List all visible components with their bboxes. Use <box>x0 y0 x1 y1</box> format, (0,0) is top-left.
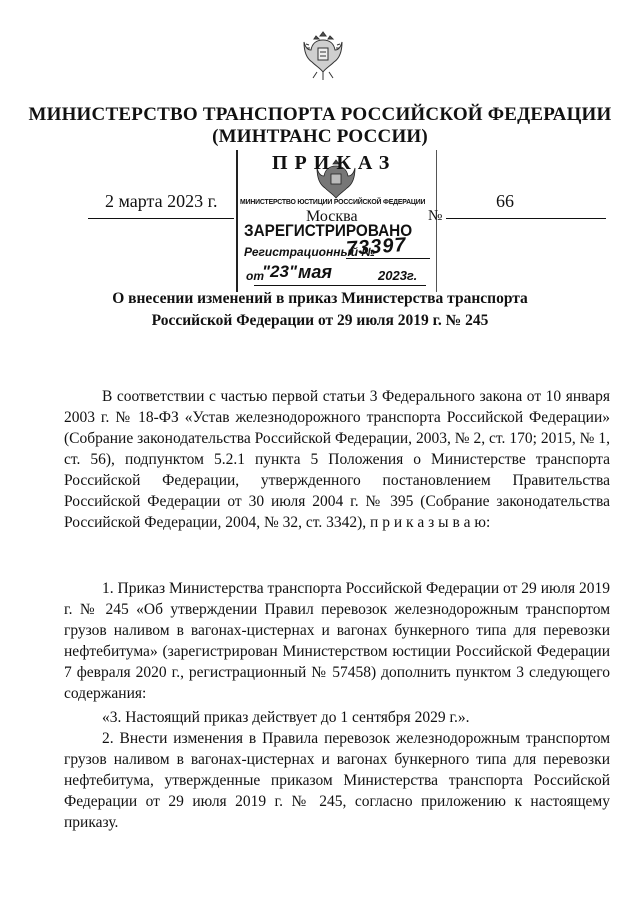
number-underline <box>446 218 606 219</box>
clause-1-quote-paragraph <box>64 707 610 728</box>
stamp-reg-number-label: Регистрационный № <box>244 245 376 259</box>
order-subject-line1: О внесении изменений в приказ Министерства транспорта <box>112 290 528 307</box>
stamp-month: мая <box>298 262 332 282</box>
preamble-text: В соответствии с частью первой статьи 3 Федерального закона от 10 января 2003 г. № 18-ФЗ «Устав железнодорожного транспорта Российской Федерации» (Собрание законодательства Российской Федерации, 2003, № 2, ст. 170; 2015, № 1, ст. 56), подпунктом 5.2.1 пункта 5 Положения о Министерстве транспорта Российской Федерации, утвержденного постановлением Правительства Российской Федерации от 30 июля 2004 г. № 395 (Собрание законодательства Российской Федерации, 2004, № 32, ст. 3342), п р и к а з ы в а ю: <box>64 388 610 531</box>
clause-2-text: 2. Внести изменения в Правила перевозок железнодорожным транспортом грузов наливом в вагонах-цистернах и вагонах бункерного типа для перевозки нефтебитума, утвержденные приказом Министерства транспорта Российской Федерации от 29 июля 2019 г. № 245, согласно приложению к настоящему приказу. <box>64 730 610 831</box>
clause-1-quote-text: «3. Настоящий приказ действует до 1 сентября 2029 г.». <box>102 709 470 726</box>
russian-coat-of-arms-icon <box>302 28 344 84</box>
order-subject-line2: Российской Федерации от 29 июля 2019 г. № 245 <box>151 312 489 329</box>
preamble-paragraph <box>64 386 610 533</box>
clause-1-paragraph <box>64 578 610 704</box>
stamp-reg-number: 73397 <box>345 233 408 261</box>
stamp-date-underline <box>254 285 426 286</box>
order-title: ПРИКАЗ <box>272 152 397 174</box>
order-subject <box>0 288 640 332</box>
stamp-reg-underline <box>346 258 430 259</box>
ministry-name-line2: (МИНТРАНС РОССИИ) <box>212 126 428 147</box>
order-number-sign: № <box>428 208 443 224</box>
stamp-day: "23" <box>262 262 298 281</box>
stamp-registered-label: ЗАРЕГИСТРИРОВАНО <box>244 221 413 240</box>
order-number: 66 <box>496 191 514 211</box>
date-underline <box>88 218 234 219</box>
order-city: Москва <box>306 208 358 225</box>
clause-2-paragraph <box>64 728 610 833</box>
ministry-name <box>0 104 640 148</box>
stamp-year: 2023г. <box>378 268 418 283</box>
order-date: 2 марта 2023 г. <box>105 191 218 211</box>
stamp-ministry-name: МИНИСТЕРСТВО ЮСТИЦИИ РОССИЙСКОЙ ФЕДЕРАЦИИ <box>240 197 426 206</box>
clause-1-text: 1. Приказ Министерства транспорта Российской Федерации от 29 июля 2019 г. № 245 «Об утверждении Правил перевозок железнодорожным транспортом грузов наливом в вагонах-цистернах и вагонах бункерного типа для перевозки нефтебитума» (зарегистрирован Министерством юстиции Российской Федерации 7 февраля 2020 г., регистрационный № 57458) дополнить пунктом 3 следующего содержания: <box>64 580 610 702</box>
stamp-from-label: от <box>246 269 264 283</box>
ministry-name-line1: МИНИСТЕРСТВО ТРАНСПОРТА РОССИЙСКОЙ ФЕДЕРАЦИИ <box>28 104 612 125</box>
